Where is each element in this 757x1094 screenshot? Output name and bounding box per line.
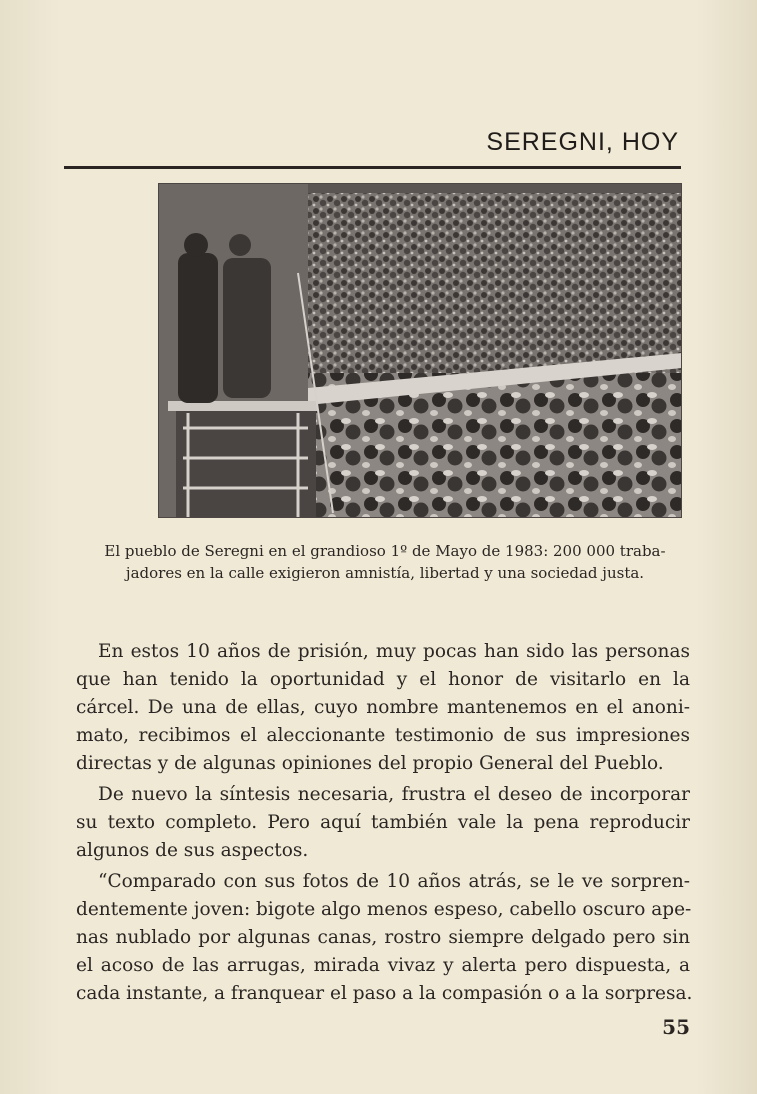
crowd-photo-graphic <box>158 183 682 518</box>
header-rule <box>64 166 681 169</box>
text-line: nas nublado por algunas canas, rostro siempre delgado pero sin <box>76 927 690 948</box>
crowd-photo <box>158 183 682 518</box>
caption-line: El pueblo de Seregni en el grandioso 1º de Mayo de 1983: 200 000 traba- <box>104 542 666 560</box>
paragraph-2 <box>76 781 690 865</box>
text-line: cada instante, a franquear el paso a la compasión o a la sorpresa. <box>76 983 693 1004</box>
text-line: “Comparado con sus fotos de 10 años atrás, se le ve sorpren- <box>98 871 690 892</box>
paragraph-1 <box>76 638 690 778</box>
running-head: SEREGNI, HOY <box>486 128 679 156</box>
body-text <box>76 638 693 1011</box>
text-line: directas y de algunas opiniones del propio General del Pueblo. <box>76 753 664 774</box>
text-line: algunos de sus aspectos. <box>76 840 309 861</box>
page-number: 55 <box>662 1015 690 1039</box>
text-line: cárcel. De una de ellas, cuyo nombre mantenemos en el anoni- <box>76 697 690 718</box>
paragraph-3 <box>76 868 693 1008</box>
text-line: De nuevo la síntesis necesaria, frustra el deseo de incorporar <box>98 784 690 805</box>
caption-line: jadores en la calle exigieron amnistía, libertad y una sociedad justa. <box>125 564 645 582</box>
photo-caption <box>70 540 700 584</box>
text-line: el acoso de las arrugas, mirada vivaz y alerta pero dispuesta, a <box>76 955 690 976</box>
text-line: que han tenido la oportunidad y el honor de visitarlo en la <box>76 669 690 690</box>
text-line: su texto completo. Pero aquí también vale la pena reproducir <box>76 812 690 833</box>
text-line: dentemente joven: bigote algo menos espeso, cabello oscuro ape- <box>76 899 692 920</box>
text-line: En estos 10 años de prisión, muy pocas han sido las personas <box>98 641 690 662</box>
text-line: mato, recibimos el aleccionante testimonio de sus impresiones <box>76 725 690 746</box>
